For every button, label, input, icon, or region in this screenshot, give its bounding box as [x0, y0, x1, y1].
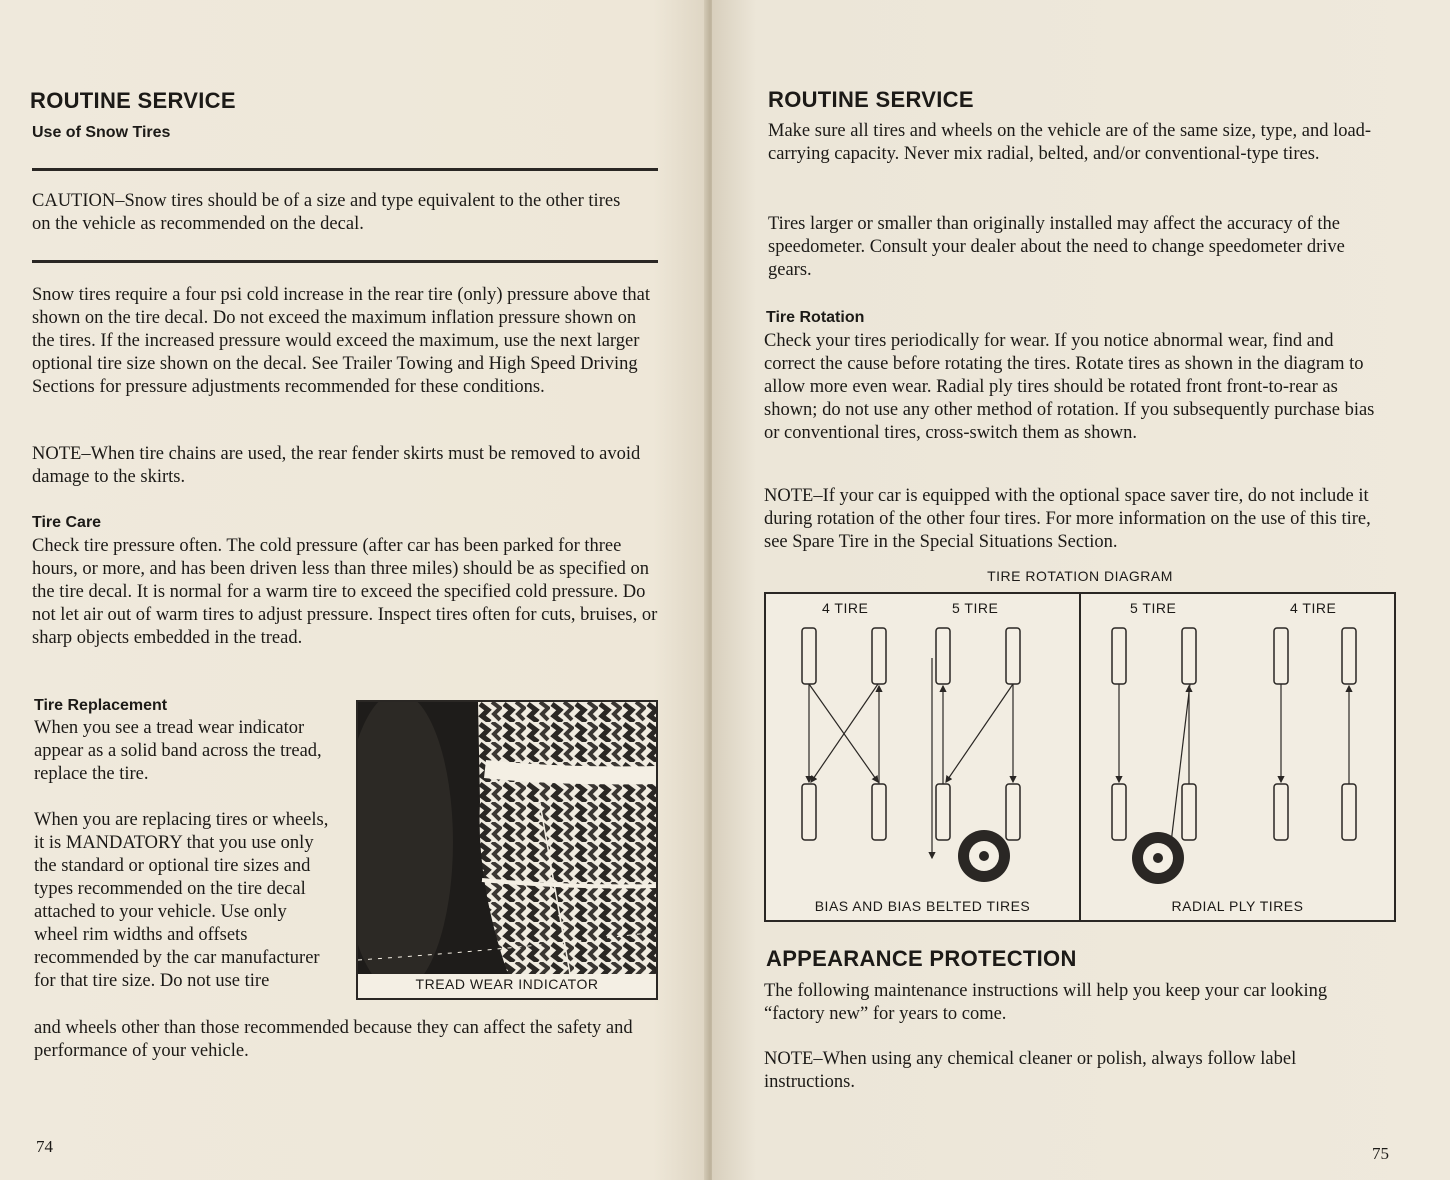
- caution-bottom-rule: [32, 260, 658, 263]
- space-saver-note: NOTE–If your car is equipped with the optional space saver tire, do not include it during rotation of the other four tires. For more information on the use of this tire, see Spare Tire in the Special Situations Section.: [764, 486, 1371, 552]
- rotation-arrows: [766, 618, 1394, 908]
- spare-tire-icon: [958, 830, 1184, 884]
- bias-tires-caption: BIAS AND BIAS BELTED TIRES: [814, 898, 1031, 914]
- caution-top-rule: [32, 168, 658, 171]
- snow-tires-subheading: Use of Snow Tires: [32, 124, 171, 141]
- replacing-tires-text: When you are replacing tires or wheels, it is MANDATORY that you use only the standard or optional tire sizes and types recommended on the tire decal attached to your vehicle. Use only wheel rim widths and offsets recommended by the car manufacturer for that tire size. Do not use tire: [34, 810, 329, 991]
- right-page-number: 75: [1372, 1144, 1389, 1163]
- bias-4-tire-label: 4 TIRE: [822, 600, 869, 616]
- tire-rotation-diagram: [764, 592, 1396, 922]
- replacing-tires-continued: and wheels other than those recommended because they can affect the safety and performance of your vehicle.: [34, 1018, 633, 1061]
- left-heading: ROUTINE SERVICE: [30, 88, 236, 113]
- radial-4-tire-label: 4 TIRE: [1290, 600, 1337, 616]
- tire-care-heading: Tire Care: [32, 514, 102, 531]
- tire-rotation-heading: Tire Rotation: [766, 309, 865, 326]
- speedometer-paragraph: Tires larger or smaller than originally installed may affect the accuracy of the speedometer. Consult your dealer about the need to change speedometer drive gears.: [768, 214, 1345, 280]
- left-page-number: 74: [36, 1137, 53, 1156]
- tire-rotation-text: Check your tires periodically for wear. If you notice abnormal wear, find and correct the cause before rotating the tires. Rotate tires as shown in the diagram to allow more even wear. Radial ply tires should be rotated front front-to-rear as shown; do not use any other method of rotation. If you subsequently purchase bias or conventional tires, cross-switch them as shown.: [764, 331, 1375, 443]
- chemical-cleaner-note: NOTE–When using any chemical cleaner or polish, always follow label instructions.: [764, 1049, 1297, 1092]
- diagram-title: TIRE ROTATION DIAGRAM: [987, 568, 1173, 584]
- tire-care-text: Check tire pressure often. The cold pressure (after car has been parked for three hours, or more, and has been driven less than three miles) should be as specified on the tire decal. It is normal for a warm tire to exceed the specified cold pressure. Do not let air out of warm tires to adjust pressure. Inspect tires often for cuts, bruises, or sharp objects embedded in the tread.: [32, 536, 658, 648]
- radial-5-tire-label: 5 TIRE: [1130, 600, 1177, 616]
- snow-tires-paragraph: Snow tires require a four psi cold increase in the rear tire (only) pressure above that shown on the tire decal. Do not exceed the maximum inflation pressure shown on the tires. If the increased pressure would exceed the maximum, use the next larger optional tire size shown on the decal. See Trailer Towing and High Speed Driving Sections for pressure adjustments recommended for these conditions.: [32, 285, 650, 397]
- tire-tread-image: [358, 702, 656, 974]
- tire-replacement-heading: Tire Replacement: [34, 697, 168, 714]
- caution-text: CAUTION–Snow tires should be of a size and type equivalent to the other tires on the vehicle as recommended on the decal.: [32, 191, 621, 234]
- tread-wear-illustration: [356, 700, 658, 1000]
- same-size-paragraph: Make sure all tires and wheels on the vehicle are of the same size, type, and load-carrying capacity. Never mix radial, belted, and/or conventional-type tires.: [768, 121, 1372, 164]
- radial-tires-caption: RADIAL PLY TIRES: [1171, 898, 1304, 914]
- appearance-heading: APPEARANCE PROTECTION: [766, 946, 1077, 971]
- tire-replacement-text: When you see a tread wear indicator appear as a solid band across the tread, replace the tire.: [34, 718, 322, 784]
- bias-5-tire-label: 5 TIRE: [952, 600, 999, 616]
- right-heading: ROUTINE SERVICE: [768, 87, 974, 112]
- appearance-text: The following maintenance instructions will help you keep your car looking “factory new” for years to come.: [764, 981, 1328, 1024]
- left-page: [0, 0, 710, 1180]
- tire-chains-note: NOTE–When tire chains are used, the rear fender skirts must be removed to avoid damage to the skirts.: [32, 444, 641, 487]
- tread-wear-caption: TREAD WEAR INDICATOR: [415, 976, 599, 992]
